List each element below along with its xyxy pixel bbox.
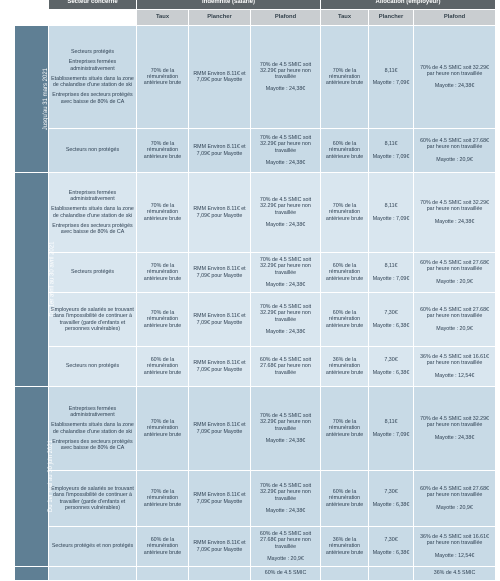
table-row [15,129,496,173]
employee-ceiling [251,293,321,347]
employer-rate: 70% de la rémunération antérieure brute [321,173,369,253]
period-label-text: Du 1er avril au 30 avril 2021 [49,241,56,318]
header-sector: Secteur concerné [49,0,137,10]
partial-activity-rates-table [14,0,496,581]
ceiling-text: 36% de 4.5 SMIC soit 16.61€ par heure non travaillée [420,354,489,367]
employer-ceiling [414,129,496,173]
ceiling-text: 70% de 4.5 SMIC soit 32.29€ par heure non travaillée [259,257,312,276]
ceiling-text: 70% de 4.5 SMIC soit 32.29€ par heure non travaillée [259,413,312,432]
employee-rate: 70% de la rémunération antérieure brute [137,471,189,527]
employee-floor: RMM Environ 8.11€ et 7,09€ pour Mayotte [189,347,251,387]
period-label [15,387,54,567]
header-plancher-employer: Plancher [369,10,414,26]
employer-ceiling [414,527,496,567]
mayotte-value: Mayotte : 6,38€ [372,322,410,329]
ceiling-text: 70% de 4.5 SMIC soit 32.29€ par heure non travaillée [259,197,312,216]
sector-cell [49,253,137,293]
mayotte-value: Mayotte : 20,9€ [436,156,473,163]
employer-ceiling [414,387,496,471]
ceiling-text: 70% de 4.5 SMIC soit 32.29€ par heure non travaillée [259,135,312,154]
employer-floor [369,471,414,527]
mayotte-value: Mayotte : 7,09€ [372,80,410,86]
employee-ceiling: 60% de 4.5 SMIC [251,567,321,581]
ceiling-text: 70% de 4.5 SMIC soit 32.29€ par heure non travaillée [420,64,489,77]
mayotte-value: Mayotte : 24,38€ [434,434,475,441]
employer-rate: 60% de la rémunération antérieure brute [321,253,369,293]
employee-floor: RMM Environ 8.11€ et 7,09€ pour Mayotte [189,26,251,129]
employee-rate: 70% de la rémunération antérieure brute [137,26,189,129]
employer-ceiling [414,347,496,387]
mayotte-value: Mayotte : 7,09€ [372,275,410,282]
employee-floor: RMM Environ 8.11€ et 7,09€ pour Mayotte [189,293,251,347]
employee-floor: RMM Environ 8.11€ et 7,09€ pour Mayotte [189,527,251,567]
employer-rate: 70% de la rémunération antérieure brute [321,387,369,471]
employer-rate [321,567,369,581]
employee-ceiling [251,387,321,471]
employer-rate: 70% de la rémunération antérieure brute [321,26,369,129]
mayotte-value: Mayotte : 24,38€ [265,328,306,335]
floor-text: 8,11€ [384,67,398,74]
floor-text: 8,11€ [384,263,398,270]
table-row [15,527,496,567]
table-row [15,253,496,293]
employee-rate: 70% de la rémunération antérieure brute [137,293,189,347]
mayotte-value: Mayotte : 12,54€ [434,552,475,559]
floor-text: 7,30€ [384,489,398,496]
employee-rate: 70% de la rémunération antérieure brute [137,173,189,253]
header-row-sub [15,10,496,26]
mayotte-value: Mayotte : 20,9€ [436,504,473,511]
employee-ceiling [251,347,321,387]
employee-rate [137,567,189,581]
ceiling-text: 36% de 4.5 SMIC soit 16.61€ par heure non travaillée [420,534,489,547]
employer-rate: 60% de la rémunération antérieure brute [321,293,369,347]
mayotte-value: Mayotte : 7,09€ [372,431,410,438]
employee-rate: 70% de la rémunération antérieure brute [137,129,189,173]
employer-floor [369,527,414,567]
sector-cell [49,567,137,581]
header-row-top [15,0,496,10]
sector-line: Secteurs protégés [71,49,114,56]
employee-ceiling [251,173,321,253]
sector-line: Employeurs de salariés se trouvant dans l'impossibilité de continuer à travailler (garde d'enfants et personnes vulnérables) [51,307,134,332]
ceiling-text: 60% de 4.5 SMIC soit 27.68€ par heure non travaillée [420,486,489,499]
employer-rate: 36% de la rémunération antérieure brute [321,347,369,387]
header-taux-employer: Taux [321,10,369,26]
employee-ceiling [251,26,321,129]
table-row [15,387,496,471]
mayotte-value: Mayotte : 24,38€ [434,218,475,225]
sector-cell [49,129,137,173]
employee-rate: 60% de la rémunération antérieure brute [137,347,189,387]
ceiling-text: 60% de 4.5 SMIC soit 27.68€ par heure non travaillée [420,138,489,151]
mayotte-value: Mayotte : 20,9€ [436,325,473,332]
table-row [15,471,496,527]
sector-line: Secteurs non protégés [65,147,120,154]
employer-rate: 60% de la rémunération antérieure brute [321,471,369,527]
employer-ceiling: 36% de 4.5 SMIC [414,567,496,581]
mayotte-value: Mayotte : 24,38€ [265,507,306,514]
sector-line: Entreprises des secteurs protégés avec baisse de 80% de CA [52,438,133,451]
employer-floor [369,173,414,253]
ceiling-text: 60% de 4.5 SMIC soit 27.68€ par heure non travaillée [259,531,312,550]
floor-text: 8,11€ [384,141,398,148]
header-plafond-employer: Plafond [414,10,496,26]
sector-line: Etablissements situés dans la zone de chalandise d'une station de ski [51,422,134,435]
sector-cell [49,347,137,387]
table-row [15,293,496,347]
header-sector-sub [49,10,137,26]
employer-ceiling [414,253,496,293]
period-group-may-june [15,387,496,581]
sector-cell [49,173,137,253]
period-label-text: Du 1er mai au 30 juin 2021 [47,440,54,513]
employer-ceiling [414,26,496,129]
employer-floor [369,26,414,129]
period-group-april [15,173,496,387]
sector-line: Secteurs protégés [71,269,114,276]
mayotte-value: Mayotte : 24,38€ [265,86,306,93]
table-row-partial [15,567,496,581]
employer-ceiling [414,293,496,347]
mayotte-value: Mayotte : 24,38€ [265,221,306,228]
mayotte-value: Mayotte : 24,38€ [265,159,306,166]
sector-line: Entreprises fermées administrativement [68,59,117,72]
mayotte-value: Mayotte : 24,38€ [265,437,306,444]
mayotte-value: Mayotte : 6,38€ [372,549,410,556]
sector-line: Employeurs de salariés se trouvant dans l'impossibilité de continuer à travailler (garde d'enfants et personnes vulnérables) [51,486,134,511]
ceiling-text: 70% de 4.5 SMIC soit 32.29€ par heure non travaillée [259,61,312,80]
period-label [15,173,56,387]
ceiling-text: 70% de 4.5 SMIC soit 32.29€ par heure non travaillée [420,200,489,213]
employee-ceiling [251,253,321,293]
table-row [15,26,496,129]
floor-text: 7,30€ [384,310,398,317]
employee-floor: RMM Environ 8.11€ et 7,09€ pour Mayotte [189,129,251,173]
employee-floor: RMM Environ 8.11€ et 7,09€ pour Mayotte [189,253,251,293]
sector-line: Entreprises fermées administrativement [68,405,117,419]
floor-text: 7,30€ [384,357,398,364]
mayotte-value: Mayotte : 6,38€ [372,369,410,376]
header-employer-group: Allocation (employeur) [321,0,496,10]
employer-floor [369,293,414,347]
sector-line: Secteurs protégés et non protégés [51,543,134,550]
sector-cell [49,471,137,527]
mayotte-value: Mayotte : 20,9€ [436,278,473,285]
employee-rate: 70% de la rémunération antérieure brute [137,387,189,471]
period-label-partial [15,567,49,581]
employee-rate: 70% de la rémunération antérieure brute [137,253,189,293]
employee-floor: RMM Environ 8.11€ et 7,09€ pour Mayotte [189,387,251,471]
period-group-march [15,26,496,173]
employer-rate: 60% de la rémunération antérieure brute [321,129,369,173]
sector-line: Entreprises fermées administrativement [68,189,117,203]
table-row [15,347,496,387]
mayotte-value: Mayotte : 24,38€ [434,83,475,90]
floor-text: 8,11€ [384,419,398,426]
sector-line: Entreprises des secteurs protégés avec baisse de 80% de CA [52,222,133,235]
table-row [15,173,496,253]
mayotte-value: Mayotte : 12,54€ [434,372,475,379]
employee-ceiling [251,129,321,173]
ceiling-text: 70% de 4.5 SMIC soit 32.29€ par heure non travaillée [259,304,312,323]
floor-text: 8,11€ [384,203,398,210]
header-corner-sub [15,10,49,26]
ceiling-text: 60% de 4.5 SMIC soit 27.68€ par heure non travaillée [259,357,312,376]
employer-floor [369,129,414,173]
header-employee-group: Indemnité (salarié) [137,0,321,10]
period-label [15,26,49,173]
employer-floor [369,567,414,581]
sector-line: Etablissements situés dans la zone de chalandise d'une station de ski [51,75,134,89]
sector-line: Entreprises des secteurs protégés avec baisse de 80% de CA [52,92,133,105]
employee-rate: 60% de la rémunération antérieure brute [137,527,189,567]
employer-ceiling [414,173,496,253]
mayotte-value: Mayotte : 7,09€ [372,153,410,160]
employer-ceiling [414,471,496,527]
employer-floor [369,347,414,387]
header-plancher-employee: Plancher [189,10,251,26]
header-corner [15,0,49,10]
sector-cell [49,26,137,129]
sector-cell [49,293,137,347]
ceiling-text: 60% de 4.5 SMIC soit 27.68€ par heure non travaillée [420,307,489,320]
employer-floor [369,253,414,293]
ceiling-text: 60% de 4.5 SMIC soit 27.68€ par heure non travaillée [420,260,489,273]
mayotte-value: Mayotte : 20,9€ [267,555,304,562]
employee-ceiling [251,527,321,567]
mayotte-value: Mayotte : 6,38€ [372,501,410,508]
period-label-text: Jusqu'au 31 mars 2021 [42,67,49,131]
employee-floor [189,567,251,581]
header-plafond-employee: Plafond [251,10,321,26]
employee-floor: RMM Environ 8.11€ et 7,09€ pour Mayotte [189,173,251,253]
sector-cell [49,387,137,471]
floor-text: 7,30€ [384,537,398,544]
employee-floor: RMM Environ 8.11€ et 7,09€ pour Mayotte [189,471,251,527]
sector-line: Etablissements situés dans la zone de chalandise d'une station de ski [51,206,134,219]
ceiling-text: 70% de 4.5 SMIC soit 32.29€ par heure non travaillée [420,416,489,429]
employer-rate: 36% de la rémunération antérieure brute [321,527,369,567]
sector-cell [49,527,137,567]
employee-ceiling [251,471,321,527]
ceiling-text: 70% de 4.5 SMIC soit 32.29€ par heure non travaillée [259,483,312,502]
mayotte-value: Mayotte : 7,09€ [372,215,410,222]
header-taux-employee: Taux [137,10,189,26]
mayotte-value: Mayotte : 24,38€ [265,281,306,288]
employer-floor [369,387,414,471]
sector-line: Secteurs non protégés [65,363,120,370]
